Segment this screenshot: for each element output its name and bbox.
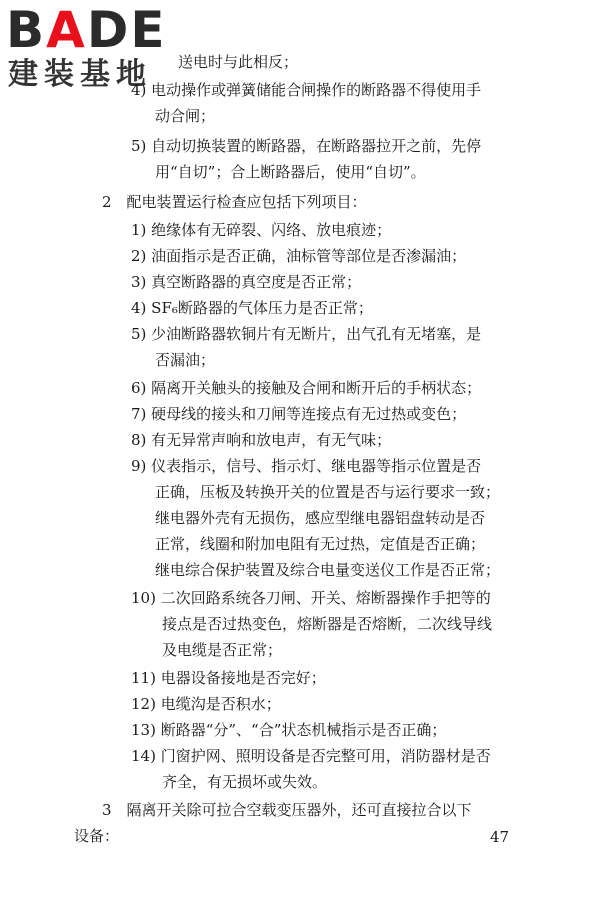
logo-brand-a: A <box>46 1 87 59</box>
text-line: 及电缆是否正常； <box>162 641 283 659</box>
text-line: 动合闸； <box>155 107 216 125</box>
text-line: 正常，线圈和附加电阻有无过热，定值是否正确； <box>155 535 486 553</box>
text-line: 1) 绝缘体有无碎裂、闪络、放电痕迹； <box>131 221 392 239</box>
text-line: 齐全，有无损坏或失效。 <box>162 773 328 791</box>
text-line: 接点是否过热变色，熔断器是否熔断，二次线导线 <box>162 615 493 633</box>
section-heading: 2 配电装置运行检查应包括下列项目： <box>102 193 367 211</box>
text-line: 继电器外壳有无损伤，感应型继电器铝盘转动是否 <box>155 509 486 527</box>
text-line: 正确，压板及转换开关的位置是否与运行要求一致； <box>155 483 501 501</box>
section-heading: 3 隔离开关除可拉合空载变压器外，还可直接拉合以下 <box>102 801 472 819</box>
text-line: 2) 油面指示是否正确，油标管等部位是否渗漏油； <box>131 247 467 265</box>
text-line: 5) 少油断路器软铜片有无断片，出气孔有无堵塞，是 <box>131 325 482 343</box>
text-line: 9) 仪表指示，信号、指示灯、继电器等指示位置是否 <box>131 457 482 475</box>
text-line: 否漏油； <box>155 351 216 369</box>
text-line: 3) 真空断路器的真空度是否正常； <box>131 273 362 291</box>
text-line: 8) 有无异常声响和放电声，有无气味； <box>131 431 392 449</box>
logo-brand-de: DE <box>86 1 167 59</box>
text-line: 14) 门窗护网、照明设备是否完整可用，消防器材是否 <box>131 747 491 765</box>
text-line: 13) 断路器“分”、“合”状态机械指示是否正确； <box>131 721 447 739</box>
text-line: 用“自切”；合上断路器后，使用“自切”。 <box>155 163 426 181</box>
text-line: 送电时与此相反； <box>178 53 299 71</box>
text-line: 设备： <box>74 827 120 845</box>
text-line: 5) 自动切换装置的断路器，在断路器拉开之前，先停 <box>131 137 482 155</box>
text-line: 10) 二次回路系统各刀闸、开关、熔断器操作手把等的 <box>131 589 491 607</box>
text-line: 4) SF₆断路器的气体压力是否正常； <box>131 299 373 317</box>
text-line: 11) 电器设备接地是否完好； <box>131 669 326 687</box>
logo-brand <box>6 1 167 59</box>
text-line: 继电综合保护装置及综合电量变送仪工作是否正常； <box>155 561 501 579</box>
text-line: 12) 电缆沟是否积水； <box>131 695 281 713</box>
text-line: 7) 硬母线的接头和刀闸等连接点有无过热或变色； <box>131 405 467 423</box>
text-line: 6) 隔离开关触头的接触及合闸和断开后的手柄状态； <box>131 379 482 397</box>
logo-brand-b: B <box>6 1 47 59</box>
text-line: 4) 电动操作或弹簧储能合闸操作的断路器不得使用手 <box>131 81 482 99</box>
logo-subtitle: 建装基地 <box>8 57 152 92</box>
page-number: 47 <box>490 828 510 846</box>
